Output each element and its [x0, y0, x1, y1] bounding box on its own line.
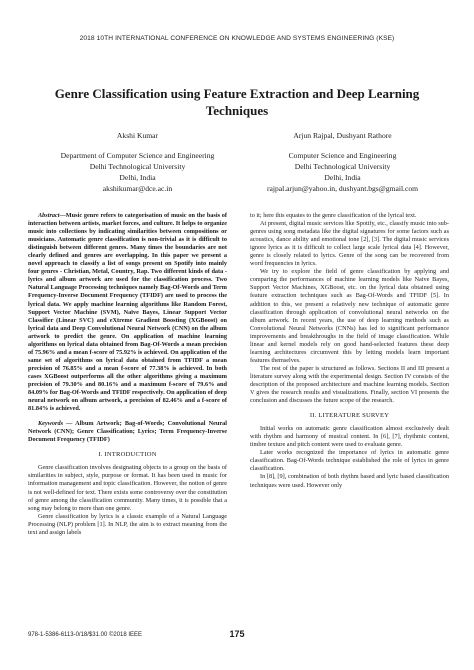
page-number: 175: [229, 629, 245, 639]
title-line-2: Techniques: [205, 103, 269, 118]
author-city: Delhi, India: [324, 173, 361, 182]
abstract-text: —Music genre refers to categorisation of music on the basis of interaction between artists, market forces, and culture. It helps to organize music into collections by indicating similarities between compositions or musicians. Automatic genre classification is non-trivial as it is difficult to distinguish between different genres. Many times the boundaries are not clearly defined and genres are overlapping. In this paper we present a novel approach to classify a list of songs present on Spotify into mainly four genres - Christian, Metal, Country, Rap. Two different kinds of data - lyrics and album artwork are used for the classification process. Two Natural Language Processing techniques namely Bag-Of-Words and Term Frequency-Inverse Document Frequency (TFIDF) are used to process the lyrical data. We apply machine learning algorithms like Random Forest, Support Vector Machine (SVM), Naïve Bayes, Linear Support Vector Classifier (Linear SVC) and eXtreme Gradient Boosting (XGBoost) on lyrical data and Deep Convolutional Neural Network (CNN) on the album artwork to predict the genre. On application of machine learning algorithms on lyrical data obtained from Bag-Of-Words a mean precision of 75.96% and a mean f-score of 75.92% is achieved. On application of the same set of algorithms on lyrical data obtained from TFIDF a mean precision of 76.85% and a mean f-score of 77.38% is achieved. In both cases XGBoost outperforms all the other algorithms giving a maximum precision of 79.30% and 80.16% and a maximum f-score of 79.6% and 84.09% for Bag-Of-Words and TFIDF respectively. On application of deep neural network on album artwork, a precision of 82.46% and a f-score of 81.84% is achieved.: [28, 212, 227, 413]
section-heading-literature-survey: II. LITERATURE SURVEY: [309, 412, 390, 420]
paragraph: Later works recognized the importance of lyrics in automatic genre classification. Bag-Of-Words technique established the role of lyrics in genre classification.: [250, 449, 449, 473]
author-city: Delhi, India: [119, 173, 156, 182]
paragraph: We try to explore the field of genre classification by applying and comparing the performances of machine learning models like Naive Bayes, Support Vector Machines, XGBoost, etc. on the lyrical data obtained using feature extraction techniques such as Bag-Of-Words and TFIDF [5]. In addition to this, we present a relatively new technique of automatic genre classification through application of convolutional neural networks on the album artwork. In recent years, the use of deep learning methods such as Convolutional Neural Networks (CNNs) has led to significant performance improvements and breakthroughs in the field of image classification. While linear and kernel models rely on good hand-selected features these deep learning architectures circumvent this by letting models learn important features themselves.: [250, 268, 449, 364]
author-email: rajpal.arjun@yahoo.in, dushyant.bgs@gmail.com: [266, 184, 419, 193]
author-institution: Delhi Technological University: [89, 162, 186, 171]
conference-header: 2018 10TH INTERNATIONAL CONFERENCE ON KNOWLEDGE AND SYSTEMS ENGINEERING (KSE): [79, 35, 395, 42]
keywords: [28, 420, 227, 444]
paragraph: In [8], [9], combination of both rhythm based and lyric based classification techniques were used. However only: [250, 473, 449, 489]
abstract: [28, 212, 227, 413]
copyright-footer: 978-1-5386-6113-0/18/$31.00 ©2018 IEEE: [28, 632, 143, 638]
author-email: akshikumar@dce.ac.in: [102, 184, 173, 193]
abstract-label: Abstract: [38, 212, 60, 219]
paragraph: At present, digital music services like Spotify, etc., classify music into sub-genres using song metadata like the digital signatures for some factors such as acoustics, dance ability and emotional tone [2], [3]. The digital music services ignore lyrics as it is difficult to collect large scale lyrical data [4]. However, genre is closely related to lyrics. Genre of the song can be recovered from word frequencies in lyrics.: [250, 220, 449, 268]
author-department: Computer Science and Engineering: [288, 151, 397, 160]
keywords-text: — Album Artwork; Bag-of-Words; Convolutional Neural Network (CNN); Genre Classification; Lyrics; Term Frequency-Inverse Document Frequency (TFIDF): [28, 420, 227, 444]
right-column: [250, 212, 449, 490]
author-name: Akshi Kumar: [116, 131, 159, 140]
author-department: Department of Computer Science and Engineering: [60, 151, 215, 160]
left-column: [28, 212, 227, 537]
title-line-1: Genre Classification using Feature Extraction and Deep Learning: [54, 86, 420, 101]
author-block-right: [245, 130, 440, 194]
section-heading-introduction: I. INTRODUCTION: [98, 451, 157, 459]
paragraph: Genre classification by lyrics is a classic example of a Natural Language Processing (NLP) problem [1]. In NLP, the aim is to extract meaning from the text and assign labels: [28, 512, 227, 536]
author-block-left: [40, 130, 235, 194]
paper-title: [40, 85, 434, 119]
author-institution: Delhi Technological University: [294, 162, 391, 171]
paragraph: Genre classification involves designating objects to a group on the basis of similarities in subject, style, purpose or format. It has been used in music for information management and topic classification. However, the notion of genre is not well-defined for text. There exists some controversy over the constitution of genre among the classification community. Many times, it is possible that a song may belong to more than one genre.: [28, 464, 227, 512]
paragraph: The rest of the paper is structured as follows. Sections II and III present a literature survey along with the experimental design. Section IV consists of the description of the proposed architecture and machine learning models. Section V gives the research results and visualizations. Finally, section VI presents the conclusion and discusses the future scope of the research.: [250, 364, 449, 405]
keywords-label: Keywords: [38, 420, 63, 428]
author-name: Arjun Rajpal, Dushyant Rathore: [293, 131, 392, 140]
paragraph: Initial works on automatic genre classification almost exclusively dealt with rhythm and harmony of musical content. In [6], [7], rhythmic content, timbre texture and pitch content were used to evaluate genre.: [250, 425, 449, 449]
paragraph: to it; here this equates to the genre classification of the lyrical text.: [250, 212, 417, 219]
